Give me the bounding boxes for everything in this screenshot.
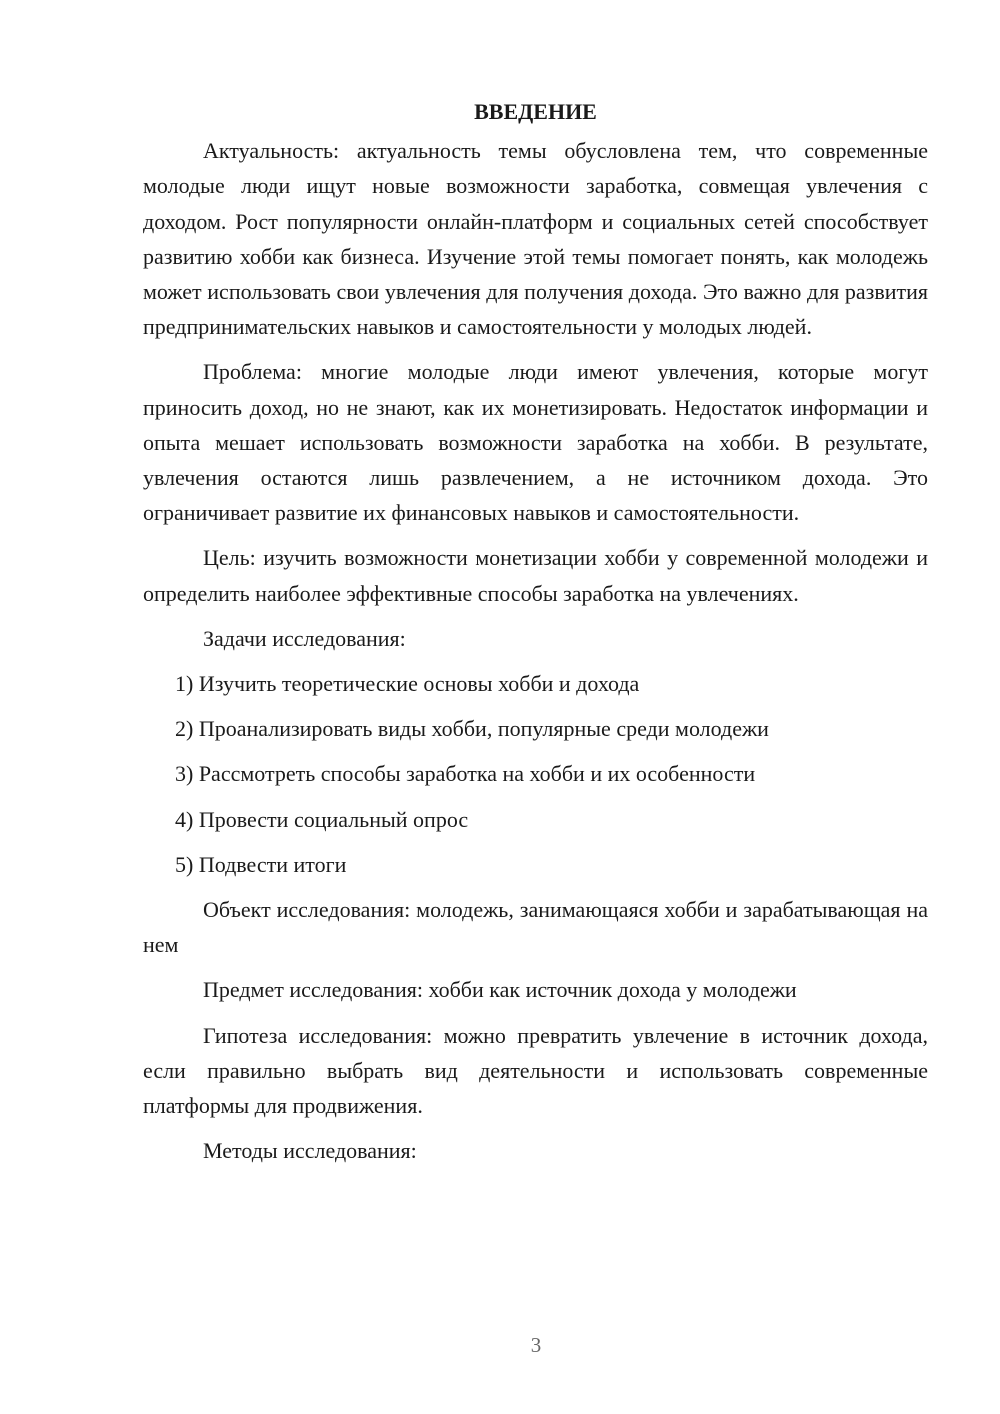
methods-title: Методы исследования: [203,1138,417,1164]
tasks-list [143,666,928,882]
page-number: 3 [530,1333,542,1357]
task-item: 3) Рассмотреть способы заработка на хобби и их особенности [175,761,756,787]
paragraph-hypothesis: Гипотеза исследования: можно превратить увлечение в источник дохода, если правильно выбрать вид деятельности и использовать современные платформы для продвижения. [143,1022,928,1119]
section-heading: ВВЕДЕНИЕ [474,99,597,124]
task-item: 4) Провести социальный опрос [175,806,469,832]
task-item: 2) Проанализировать виды хобби, популярные среди молодежи [175,716,769,742]
paragraph-problem: Проблема: многие молодые люди имеют увлечения, которые могут приносить доход, но не знают, как их монетизировать. Недостаток информации и опыта мешает использовать возможности заработка на хобби. В результате, увлечения остаются лишь развлечением, а не источником дохода. Это ограничивает развитие их финансовых навыков и самостоятельности. [143,359,928,526]
paragraph-goal: Цель: изучить возможности монетизации хобби у современной молодежи и определить наиболее эффективные способы заработка на увлечениях. [143,545,928,606]
paragraph-relevance: Актуальность: актуальность темы обусловлена тем, что современные молодые люди ищут новые возможности заработка, совмещая увлечения с доходом. Рост популярности онлайн-платформ и социальных сетей способствует развитию хобби как бизнеса. Изучение этой темы помогает понять, как молодежь может использовать свои увлечения для получения дохода. Это важно для развития предпринимательских навыков и самостоятельности у молодых людей. [143,138,928,340]
tasks-title: Задачи исследования: [203,625,406,651]
task-item: 5) Подвести итоги [175,851,347,877]
paragraph-object: Объект исследования: молодежь, занимающаяся хобби и зарабатывающая на нем [143,897,928,958]
paragraph-subject: Предмет исследования: хобби как источник дохода у молодежи [203,977,797,1003]
page-content [143,94,928,1168]
task-item: 1) Изучить теоретические основы хобби и дохода [175,671,640,697]
